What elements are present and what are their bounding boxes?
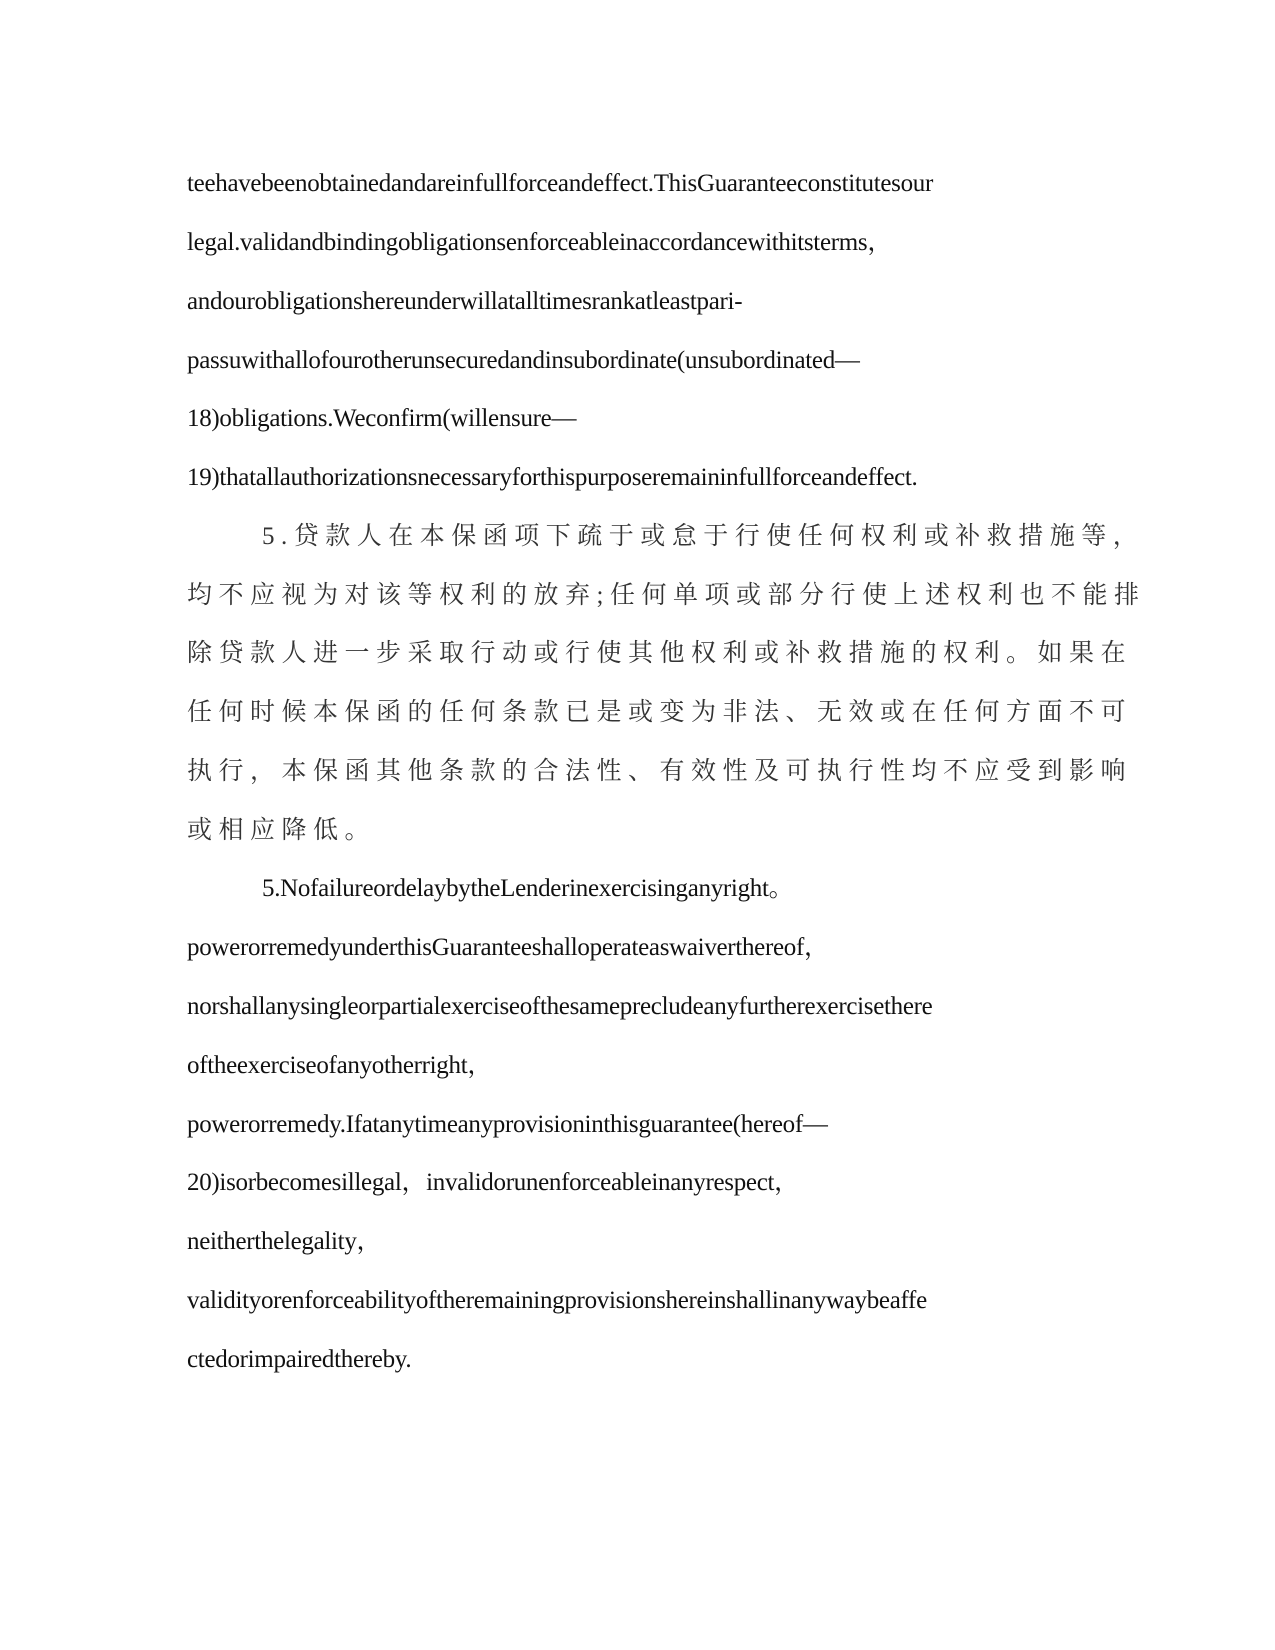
text-line: 除贷款人进一步采取行动或行使其他权利或补救措施的权利。如果在 [187, 640, 1133, 667]
text-line: oftheexerciseofanyotherright， [187, 1052, 493, 1079]
text-line: norshallanysingleorpartialexerciseofthesameprecludeanyfurtherexercisethere [187, 993, 933, 1020]
text-line: powerorremedyunderthisGuaranteeshalloperateaswaiverthereof， [187, 934, 829, 961]
text-line: teehavebeenobtainedandareinfullforceandeffect.ThisGuaranteeconstitutesour [187, 170, 934, 197]
text-line: powerorremedy.Ifatanytimeanyprovisioninthisguarantee(hereof— [187, 1111, 828, 1138]
text-line: 5.NofailureordelaybytheLenderinexercisinganyright。 [262, 875, 794, 902]
text-line: 18)obligations.Weconfirm(willensure— [187, 405, 577, 432]
text-line: 任何时候本保函的任何条款已是或变为非法、无效或在任何方面不可 [187, 699, 1133, 726]
text-line: validityorenforceabilityoftheremainingprovisionshereinshallinanywaybeaffe [187, 1287, 927, 1314]
text-line: andourobligationshereunderwillatalltimesrankatleastpari- [187, 288, 743, 315]
text-line: 均不应视为对该等权利的放弃;任何单项或部分行使上述权利也不能排 [187, 582, 1146, 609]
text-line: passuwithallofourotherunsecuredandinsubordinate(unsubordinated— [187, 347, 860, 374]
text-line: ctedorimpairedthereby. [187, 1346, 412, 1373]
text-line: 执行，本保函其他条款的合法性、有效性及可执行性均不应受到影响 [187, 758, 1133, 785]
text-line: legal.validandbindingobligationsenforceableinaccordancewithitsterms， [187, 229, 893, 256]
text-line: 或相应降低。 [187, 817, 377, 844]
text-line: 19)thatallauthorizationsnecessaryforthispurposeremaininfullforceandeffect. [187, 464, 918, 491]
text-line: neitherthelegality， [187, 1228, 382, 1255]
text-line: 20)isorbecomesillegal，invalidorunenforceableinanyrespect， [187, 1169, 799, 1196]
text-line: 5.贷款人在本保函项下疏于或怠于行使任何权利或补救措施等， [262, 523, 1145, 550]
